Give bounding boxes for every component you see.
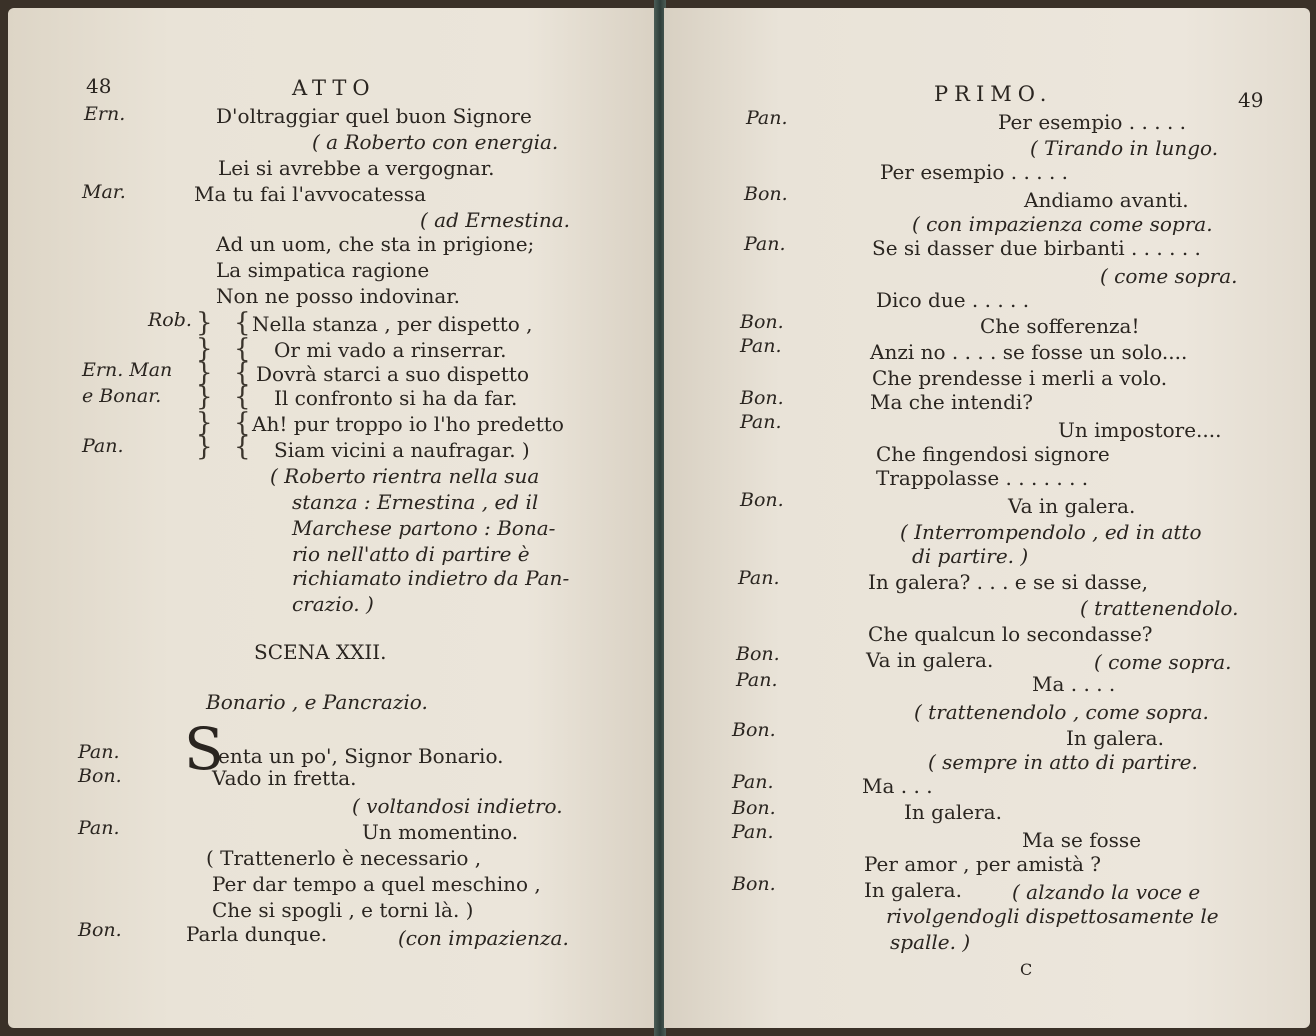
stage-direction: ( Roberto rientra nella sua [270, 464, 540, 488]
verse-line: Che fingendosi signore [876, 442, 1110, 466]
verse-line: Che sofferenza! [980, 314, 1140, 338]
verse-line: Lei si avrebbe a vergognar. [218, 156, 495, 180]
left-running-head: ATTO [292, 76, 376, 100]
stage-direction: ( trattenendolo. [1080, 596, 1239, 620]
brace-mark: { [234, 432, 251, 462]
speaker-label: Ern. [84, 103, 126, 125]
stage-direction: ( ad Ernestina. [420, 208, 570, 232]
stage-direction: richiamato indietro da Pan- [292, 566, 570, 590]
verse-line: Ma . . . . [1032, 672, 1116, 696]
brace-mark: } [196, 334, 213, 364]
speaker-label: Bon. [740, 489, 784, 511]
signature-mark: C [1020, 960, 1033, 979]
speaker-label: Bon. [732, 797, 776, 819]
verse-line: In galera. [864, 878, 962, 902]
speaker-label: Mar. [82, 181, 126, 203]
speaker-label: Pan. [746, 107, 788, 129]
brace-mark: } [196, 408, 213, 438]
speaker-label: Bon. [740, 311, 784, 333]
speaker-label: Pan. [740, 335, 782, 357]
speaker-label: Bon. [736, 643, 780, 665]
speaker-label: Pan. [78, 817, 120, 839]
stage-direction: (con impazienza. [398, 926, 569, 950]
verse-line: Che qualcun lo secondasse? [868, 622, 1153, 646]
verse-line: Se si dasser due birbanti . . . . . . [872, 236, 1201, 260]
stage-direction: ( sempre in atto di partire. [928, 750, 1198, 774]
speaker-label: Bon. [732, 719, 776, 741]
verse-line: Il confronto si ha da far. [274, 386, 518, 410]
verse-line: Dovrà starci a suo dispetto [256, 362, 529, 386]
speaker-label: Bon. [78, 765, 122, 787]
verse-line: Un momentino. [362, 820, 519, 844]
brace-mark: { [234, 334, 251, 364]
verse-line: Nella stanza , per dispetto , [252, 312, 533, 336]
brace-mark: { [234, 382, 251, 412]
brace-mark: } [196, 358, 213, 388]
speaker-label: Bon. [740, 387, 784, 409]
stage-direction: ( Interrompendolo , ed in atto [900, 520, 1202, 544]
verse-line: Per esempio . . . . . [998, 110, 1187, 134]
verse-line: D'oltraggiar quel buon Signore [216, 104, 532, 128]
verse-line: Va in galera. [1008, 494, 1136, 518]
verse-line: Or mi vado a rinserrar. [274, 338, 507, 362]
verse-line: Non ne posso indovinar. [216, 284, 460, 308]
speaker-label: Bon. [744, 183, 788, 205]
speaker-label: Pan. [738, 567, 780, 589]
stage-direction: ( trattenendolo , come sopra. [914, 700, 1209, 724]
speaker-label: Pan. [736, 669, 778, 691]
verse-line: ( Trattenerlo è necessario , [206, 846, 482, 870]
verse-line: Ma se fosse [1022, 828, 1142, 852]
stage-direction: rivolgendogli dispettosamente le [886, 904, 1219, 928]
verse-line: In galera? . . . e se si dasse, [868, 570, 1148, 594]
speaker-label: Pan. [82, 435, 124, 457]
verse-line: Ma tu fai l'avvocatessa [194, 182, 427, 206]
speaker-label: Bon. [732, 873, 776, 895]
brace-mark: { [234, 308, 251, 338]
speaker-label: Rob. [148, 309, 192, 331]
right-page-number: 49 [1238, 88, 1264, 112]
scene-title: SCENA XXII. [254, 640, 387, 664]
scene-cast: Bonario , e Pancrazio. [206, 690, 428, 714]
verse-line: Che prendesse i merli a volo. [872, 366, 1168, 390]
verse-line: Ah! pur troppo io l'ho predetto [252, 412, 564, 436]
right-running-head: PRIMO. [934, 82, 1053, 106]
verse-line: Ma . . . [862, 774, 933, 798]
verse-line: Siam vicini a naufragar. ) [274, 438, 530, 462]
verse-line: La simpatica ragione [216, 258, 430, 282]
stage-direction: stanza : Ernestina , ed il [292, 490, 539, 514]
verse-line: Per dar tempo a quel meschino , [212, 872, 541, 896]
stage-direction: ( come sopra. [1100, 264, 1238, 288]
speaker-label: Pan. [78, 741, 120, 763]
speaker-label: Pan. [744, 233, 786, 255]
speaker-label: Pan. [732, 771, 774, 793]
verse-line: Vado in fretta. [212, 766, 357, 790]
speaker-label: Ern. Man [82, 359, 173, 381]
verse-line: Va in galera. [866, 648, 994, 672]
brace-mark: } [196, 308, 213, 338]
left-page-number: 48 [86, 74, 112, 98]
verse-line: In galera. [1066, 726, 1164, 750]
drop-cap: S [184, 715, 224, 783]
stage-direction: ( come sopra. [1094, 650, 1232, 674]
stage-direction: ( voltandosi indietro. [352, 794, 563, 818]
verse-line: In galera. [904, 800, 1002, 824]
brace-mark: } [196, 382, 213, 412]
stage-direction: Marchese partono : Bona- [292, 516, 556, 540]
verse-line: Trappolasse . . . . . . . [876, 466, 1089, 490]
speaker-label: e Bonar. [82, 385, 162, 407]
stage-direction: spalle. ) [890, 930, 971, 954]
stage-direction: ( Tirando in lungo. [1030, 136, 1219, 160]
verse-line: Che si spogli , e torni là. ) [212, 898, 474, 922]
speaker-label: Pan. [740, 411, 782, 433]
speaker-label: Pan. [732, 821, 774, 843]
stage-direction: ( alzando la voce e [1012, 880, 1201, 904]
speaker-label: Bon. [78, 919, 122, 941]
verse-line: enta un po', Signor Bonario. [218, 744, 504, 768]
brace-mark: { [234, 358, 251, 388]
verse-line: Per esempio . . . . . [880, 160, 1069, 184]
verse-line: Anzi no . . . . se fosse un solo.... [870, 340, 1188, 364]
verse-line: Dico due . . . . . [876, 288, 1030, 312]
stage-direction: ( con impazienza come sopra. [912, 212, 1213, 236]
stage-direction: ( a Roberto con energia. [312, 130, 559, 154]
brace-mark: } [196, 432, 213, 462]
verse-line: Per amor , per amistà ? [864, 852, 1102, 876]
verse-line: Parla dunque. [186, 922, 328, 946]
stage-direction: di partire. ) [912, 544, 1029, 568]
verse-line: Andiamo avanti. [1024, 188, 1189, 212]
verse-line: Un impostore.... [1058, 418, 1222, 442]
brace-mark: { [234, 408, 251, 438]
stage-direction: rio nell'atto di partire è [292, 542, 530, 566]
verse-line: Ma che intendi? [870, 390, 1033, 414]
verse-line: Ad un uom, che sta in prigione; [216, 232, 535, 256]
stage-direction: crazio. ) [292, 592, 374, 616]
